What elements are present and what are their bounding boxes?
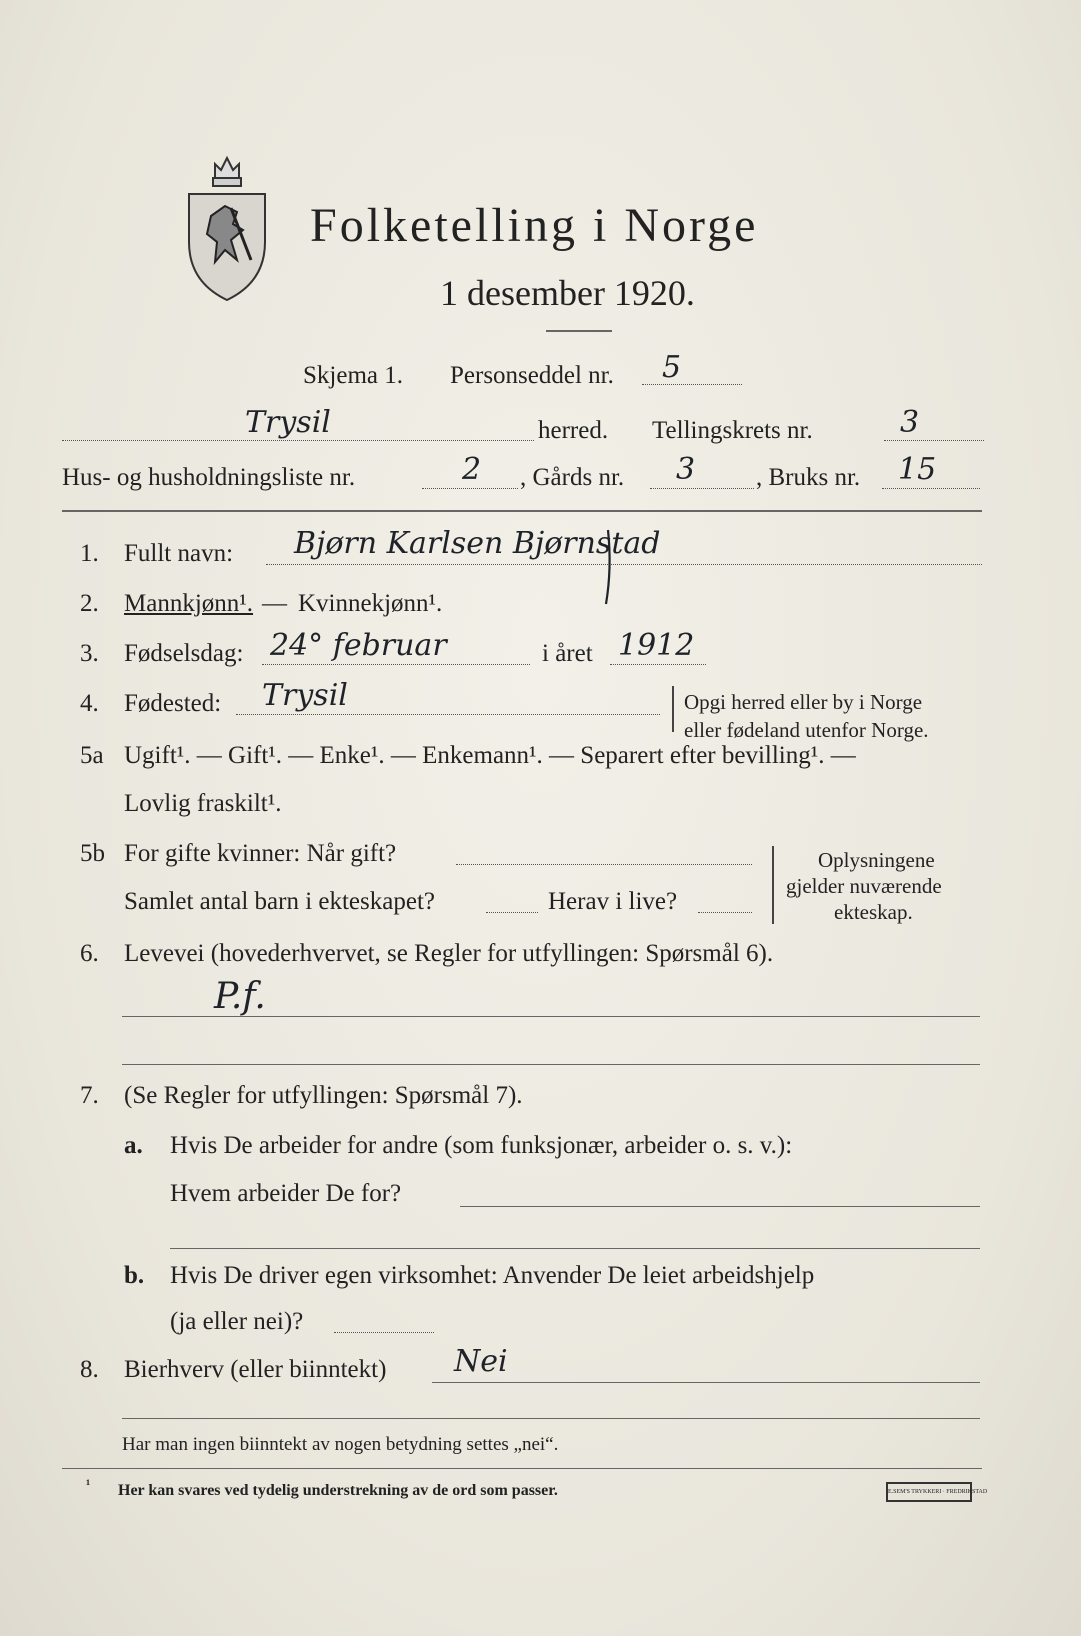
q7b-line-1: Hvis De driver egen virksomhet: Anvender De leiet arbeidshjelp (170, 1262, 815, 1289)
side-income-field-line (432, 1382, 980, 1383)
q7-label: (Se Regler for utfyllingen: Spørsmål 7). (124, 1082, 523, 1109)
husliste-label: Hus- og husholdningsliste nr. (62, 464, 356, 491)
q1-field-line (266, 564, 982, 565)
personseddel-value[interactable]: 5 (662, 350, 682, 385)
side-income-value[interactable]: Nei (454, 1344, 508, 1379)
birth-year-value[interactable]: 1912 (618, 628, 695, 663)
children-label: Samlet antal barn i ekteskapet? (124, 888, 435, 915)
no-income-note: Har man ingen biinntekt av nogen betydning settes „nei“. (122, 1434, 559, 1455)
employer-field-line-2[interactable] (170, 1248, 980, 1249)
tellingskrets-value[interactable]: 3 (900, 405, 920, 440)
employer-field-line[interactable] (460, 1206, 980, 1207)
occupation-line-2 (122, 1064, 980, 1065)
q7a-line-1: Hvis De arbeider for andre (som funksjonær, arbeider o. s. v.): (170, 1132, 793, 1159)
q7a-number: a. (124, 1132, 143, 1159)
birthday-value[interactable]: 24° februar (270, 628, 447, 663)
divorced-option[interactable]: Lovlig fraskilt¹. (124, 790, 282, 817)
footnote-text: Her kan svares ved tydelig understrekning av de ord som passer. (118, 1482, 558, 1499)
q5b-note-2: gjelder nuværende (786, 874, 942, 898)
title-divider (546, 330, 612, 332)
form-title: Folketelling i Norge (310, 199, 759, 252)
printer-stamp: E.SEM'S TRYKKERI · FREDRIKSTAD (886, 1482, 972, 1502)
tellingskrets-field-line (884, 440, 984, 441)
gards-label: , Gårds nr. (520, 464, 625, 491)
occupation-value[interactable]: P.f. (214, 976, 266, 1017)
children-field-line[interactable] (486, 912, 538, 913)
q5b-number: 5b (80, 840, 105, 867)
birthplace-value[interactable]: Trysil (262, 678, 348, 713)
herred-label: herred. (538, 417, 609, 444)
q4-number: 4. (80, 690, 99, 717)
gards-value[interactable]: 3 (676, 452, 696, 487)
husliste-field-line (422, 488, 518, 489)
occupation-line-1 (122, 1016, 980, 1017)
marital-options[interactable]: Ugift¹. — Gift¹. — Enke¹. — Enkemann¹. — Separert efter bevilling¹. — (124, 742, 856, 769)
male-option[interactable]: Mannkjønn¹. (124, 590, 254, 617)
q7-number: 7. (80, 1082, 99, 1109)
schema-label: Skjema 1. (303, 362, 403, 389)
q4-note-1: Opgi herred eller by i Norge (684, 690, 923, 714)
gards-field-line (650, 488, 754, 489)
bruks-value[interactable]: 15 (898, 452, 937, 487)
q6-number: 6. (80, 940, 99, 967)
census-date: 1 desember 1920. (440, 273, 695, 313)
q3-field-line (262, 664, 530, 665)
q4-note-2: eller fødeland utenfor Norge. (684, 718, 929, 742)
q1-number: 1. (80, 540, 99, 567)
q4-bracket (672, 686, 677, 732)
bruks-field-line (882, 488, 980, 489)
q5a-number: 5a (80, 742, 104, 769)
q4-label: Fødested: (124, 690, 222, 717)
q7b-number: b. (124, 1262, 145, 1289)
year-label: i året (542, 640, 593, 667)
personseddel-field-line (642, 384, 742, 385)
q5b-bracket (772, 846, 777, 924)
q2-dash: — (262, 590, 287, 617)
footer-divider (62, 1468, 982, 1469)
coat-of-arms-icon (185, 150, 269, 304)
q7b-line-2: (ja eller nei)? (170, 1308, 304, 1335)
hired-help-field-line[interactable] (334, 1332, 434, 1333)
q6-label: Levevei (hovederhvervet, se Regler for utfyllingen: Spørsmål 6). (124, 940, 774, 967)
full-name-value[interactable]: Bjørn Karlsen Bjørnstad (294, 526, 661, 561)
footnote-mark: ¹ (86, 1478, 91, 1493)
herred-value[interactable]: Trysil (245, 405, 331, 440)
q3-label: Fødselsdag: (124, 640, 244, 667)
header-divider (62, 510, 982, 512)
q3-number: 3. (80, 640, 99, 667)
q8-number: 8. (80, 1356, 99, 1383)
q4-field-line (236, 714, 660, 715)
married-when-field-line[interactable] (456, 864, 752, 865)
alive-field-line[interactable] (698, 912, 752, 913)
q5b-note-3: ekteskap. (834, 900, 913, 924)
q7a-line-2: Hvem arbeider De for? (170, 1180, 402, 1207)
alive-label: Herav i live? (548, 888, 678, 915)
bruks-label: , Bruks nr. (756, 464, 861, 491)
q2-number: 2. (80, 590, 99, 617)
q5b-note-1: Oplysningene (818, 848, 935, 872)
husliste-value[interactable]: 2 (462, 452, 482, 487)
married-when-label: For gifte kvinner: Når gift? (124, 840, 397, 867)
side-income-field-line-2 (122, 1418, 980, 1419)
q1-label: Fullt navn: (124, 540, 234, 567)
handwritten-stroke (596, 528, 616, 608)
female-option[interactable]: Kvinnekjønn¹. (298, 590, 443, 617)
q8-label: Bierhverv (eller biinntekt) (124, 1356, 387, 1383)
personseddel-label: Personseddel nr. (450, 362, 614, 389)
tellingskrets-label: Tellingskrets nr. (652, 417, 813, 444)
year-field-line (610, 664, 706, 665)
herred-field-line (62, 440, 534, 441)
